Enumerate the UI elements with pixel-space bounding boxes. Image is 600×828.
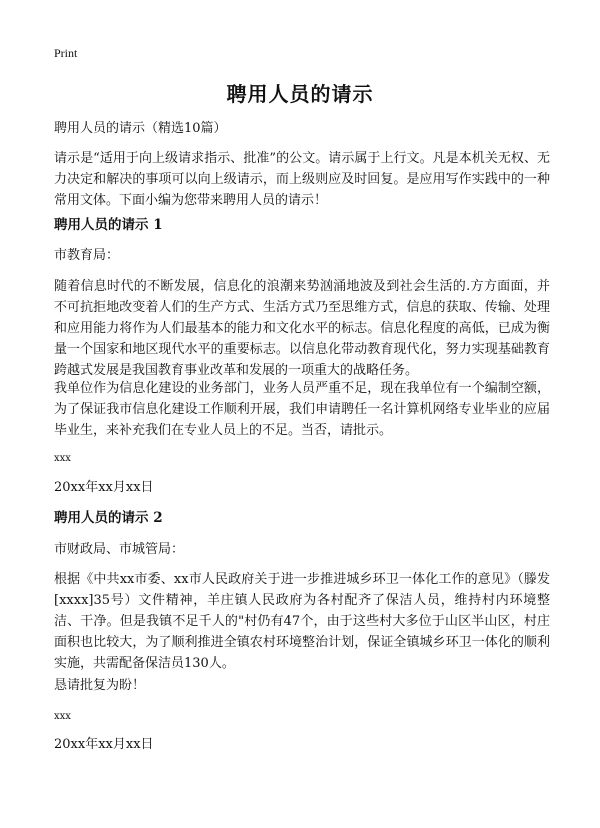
section-2-paragraph-2: 恳请批复为盼！ (54, 678, 146, 693)
section-2-signature: xxx (54, 711, 71, 722)
document-subtitle: 聘用人员的请示（精选10篇） (54, 121, 227, 136)
section-2-date: 20xx年xx月xx日 (54, 737, 154, 752)
section-1-signature: xxx (54, 453, 71, 464)
section-1-recipient: 市教育局： (54, 248, 120, 263)
intro-paragraph: 请示是“适用于向上级请求指示、批准”的公文。请示属于上行文。凡是本机关无权、无力决定和解决的事项可以向上级请示，而上级则应及时回复。是应用写作实践中的一种常用文体。下面小编为您带来聘用人员的请示！ (54, 151, 550, 208)
print-link[interactable]: Print (54, 46, 78, 60)
section-1-paragraph-1: 随着信息时代的不断发展，信息化的浪潮来势汹涌地波及到社会生活的.方方面面，并不可抗拒地改变着人们的生产方式、生活方式乃至思维方式，信息的获取、传输、处理和应用能力将作为人们最基本的能力和文化水平的标志。信息化程度的高低，已成为衡量一个国家和地区现代水平的重要标志。以信息化带动教育现代化，努力实现基础教育跨越式发展是我国教育事业改革和发展的一项重大的战略任务。 (54, 279, 550, 378)
section-1-date: 20xx年xx月xx日 (54, 480, 154, 495)
section-2-paragraph-1: 根据《中共xx市委、xx市人民政府关于进一步推进城乡环卫一体化工作的意见》（滕发[xxxx]35号）文件精神，羊庄镇人民政府为各村配齐了保洁人员，维持村内环境整洁、干净。但是我镇不足千人的"村仍有47个，由于这些村大多位于山区半山区，村庄面积也比较大，为了顺利推进全镇农村环境整治计划，保证全镇城乡环卫一体化的顺利实施，共需配备保洁员130人。 (54, 572, 550, 671)
section-1-paragraph-2: 我单位作为信息化建设的业务部门，业务人员严重不足，现在我单位有一个编制空额，为了保证我市信息化建设工作顺利开展，我们申请聘任一名计算机网络专业毕业的应届毕业生，来补充我们在专业人员上的不足。当否，请批示。 (54, 381, 550, 438)
section-1-heading: 聘用人员的请示 1 (54, 217, 163, 233)
section-2-recipient: 市财政局、市城管局： (54, 542, 185, 557)
page-title: 聘用人员的请示 (226, 82, 374, 106)
section-2-heading: 聘用人员的请示 2 (54, 510, 163, 526)
